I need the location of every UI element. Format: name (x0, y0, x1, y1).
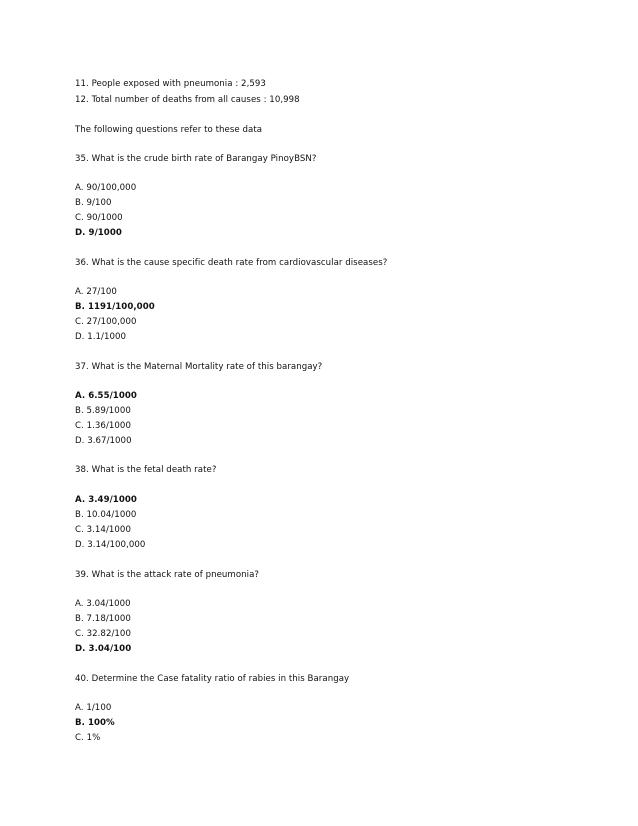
question-36-option-b-answer: B. 1191/100,000 (75, 302, 155, 312)
question-37-option-d: D. 3.67/1000 (75, 436, 132, 446)
question-40-option-a: A. 1/100 (75, 703, 112, 713)
question-38-option-b: B. 10.04/1000 (75, 510, 137, 520)
question-39-option-b: B. 7.18/1000 (75, 614, 131, 624)
question-38-prompt: 38. What is the fetal death rate? (75, 465, 217, 475)
question-35-prompt: 35. What is the crude birth rate of Barangay PinoyBSN? (75, 154, 317, 164)
question-37-option-a-answer: A. 6.55/1000 (75, 391, 137, 401)
question-36-option-d: D. 1.1/1000 (75, 332, 127, 342)
question-38-option-a-answer: A. 3.49/1000 (75, 495, 137, 505)
question-36-prompt: 36. What is the cause specific death rate from cardiovascular diseases? (75, 258, 388, 268)
question-39-option-a: A. 3.04/1000 (75, 599, 131, 609)
question-35-option-c: C. 90/1000 (75, 213, 123, 223)
question-39-prompt: 39. What is the attack rate of pneumonia? (75, 570, 260, 580)
question-35-option-d-answer: D. 9/1000 (75, 228, 122, 238)
question-36-option-c: C. 27/100,000 (75, 317, 137, 327)
question-37-prompt: 37. What is the Maternal Mortality rate of this barangay? (75, 362, 323, 372)
section-note: The following questions refer to these data (75, 125, 263, 135)
question-38-option-c: C. 3.14/1000 (75, 525, 131, 535)
data-item-11: 11. People exposed with pneumonia : 2,593 (75, 79, 266, 89)
question-39-option-c: C. 32.82/100 (75, 629, 131, 639)
question-40-option-c: C. 1% (75, 733, 101, 743)
question-35-option-b: B. 9/100 (75, 198, 112, 208)
question-39-option-d-answer: D. 3.04/100 (75, 644, 132, 654)
data-item-12: 12. Total number of deaths from all causes : 10,998 (75, 95, 300, 105)
question-40-prompt: 40. Determine the Case fatality ratio of rabies in this Barangay (75, 674, 350, 684)
question-35-option-a: A. 90/100,000 (75, 183, 137, 193)
question-37-option-b: B. 5.89/1000 (75, 406, 131, 416)
question-36-option-a: A. 27/100 (75, 287, 117, 297)
question-40-option-b-answer: B. 100% (75, 718, 115, 728)
question-38-option-d: D. 3.14/100,000 (75, 540, 146, 550)
question-37-option-c: C. 1.36/1000 (75, 421, 131, 431)
